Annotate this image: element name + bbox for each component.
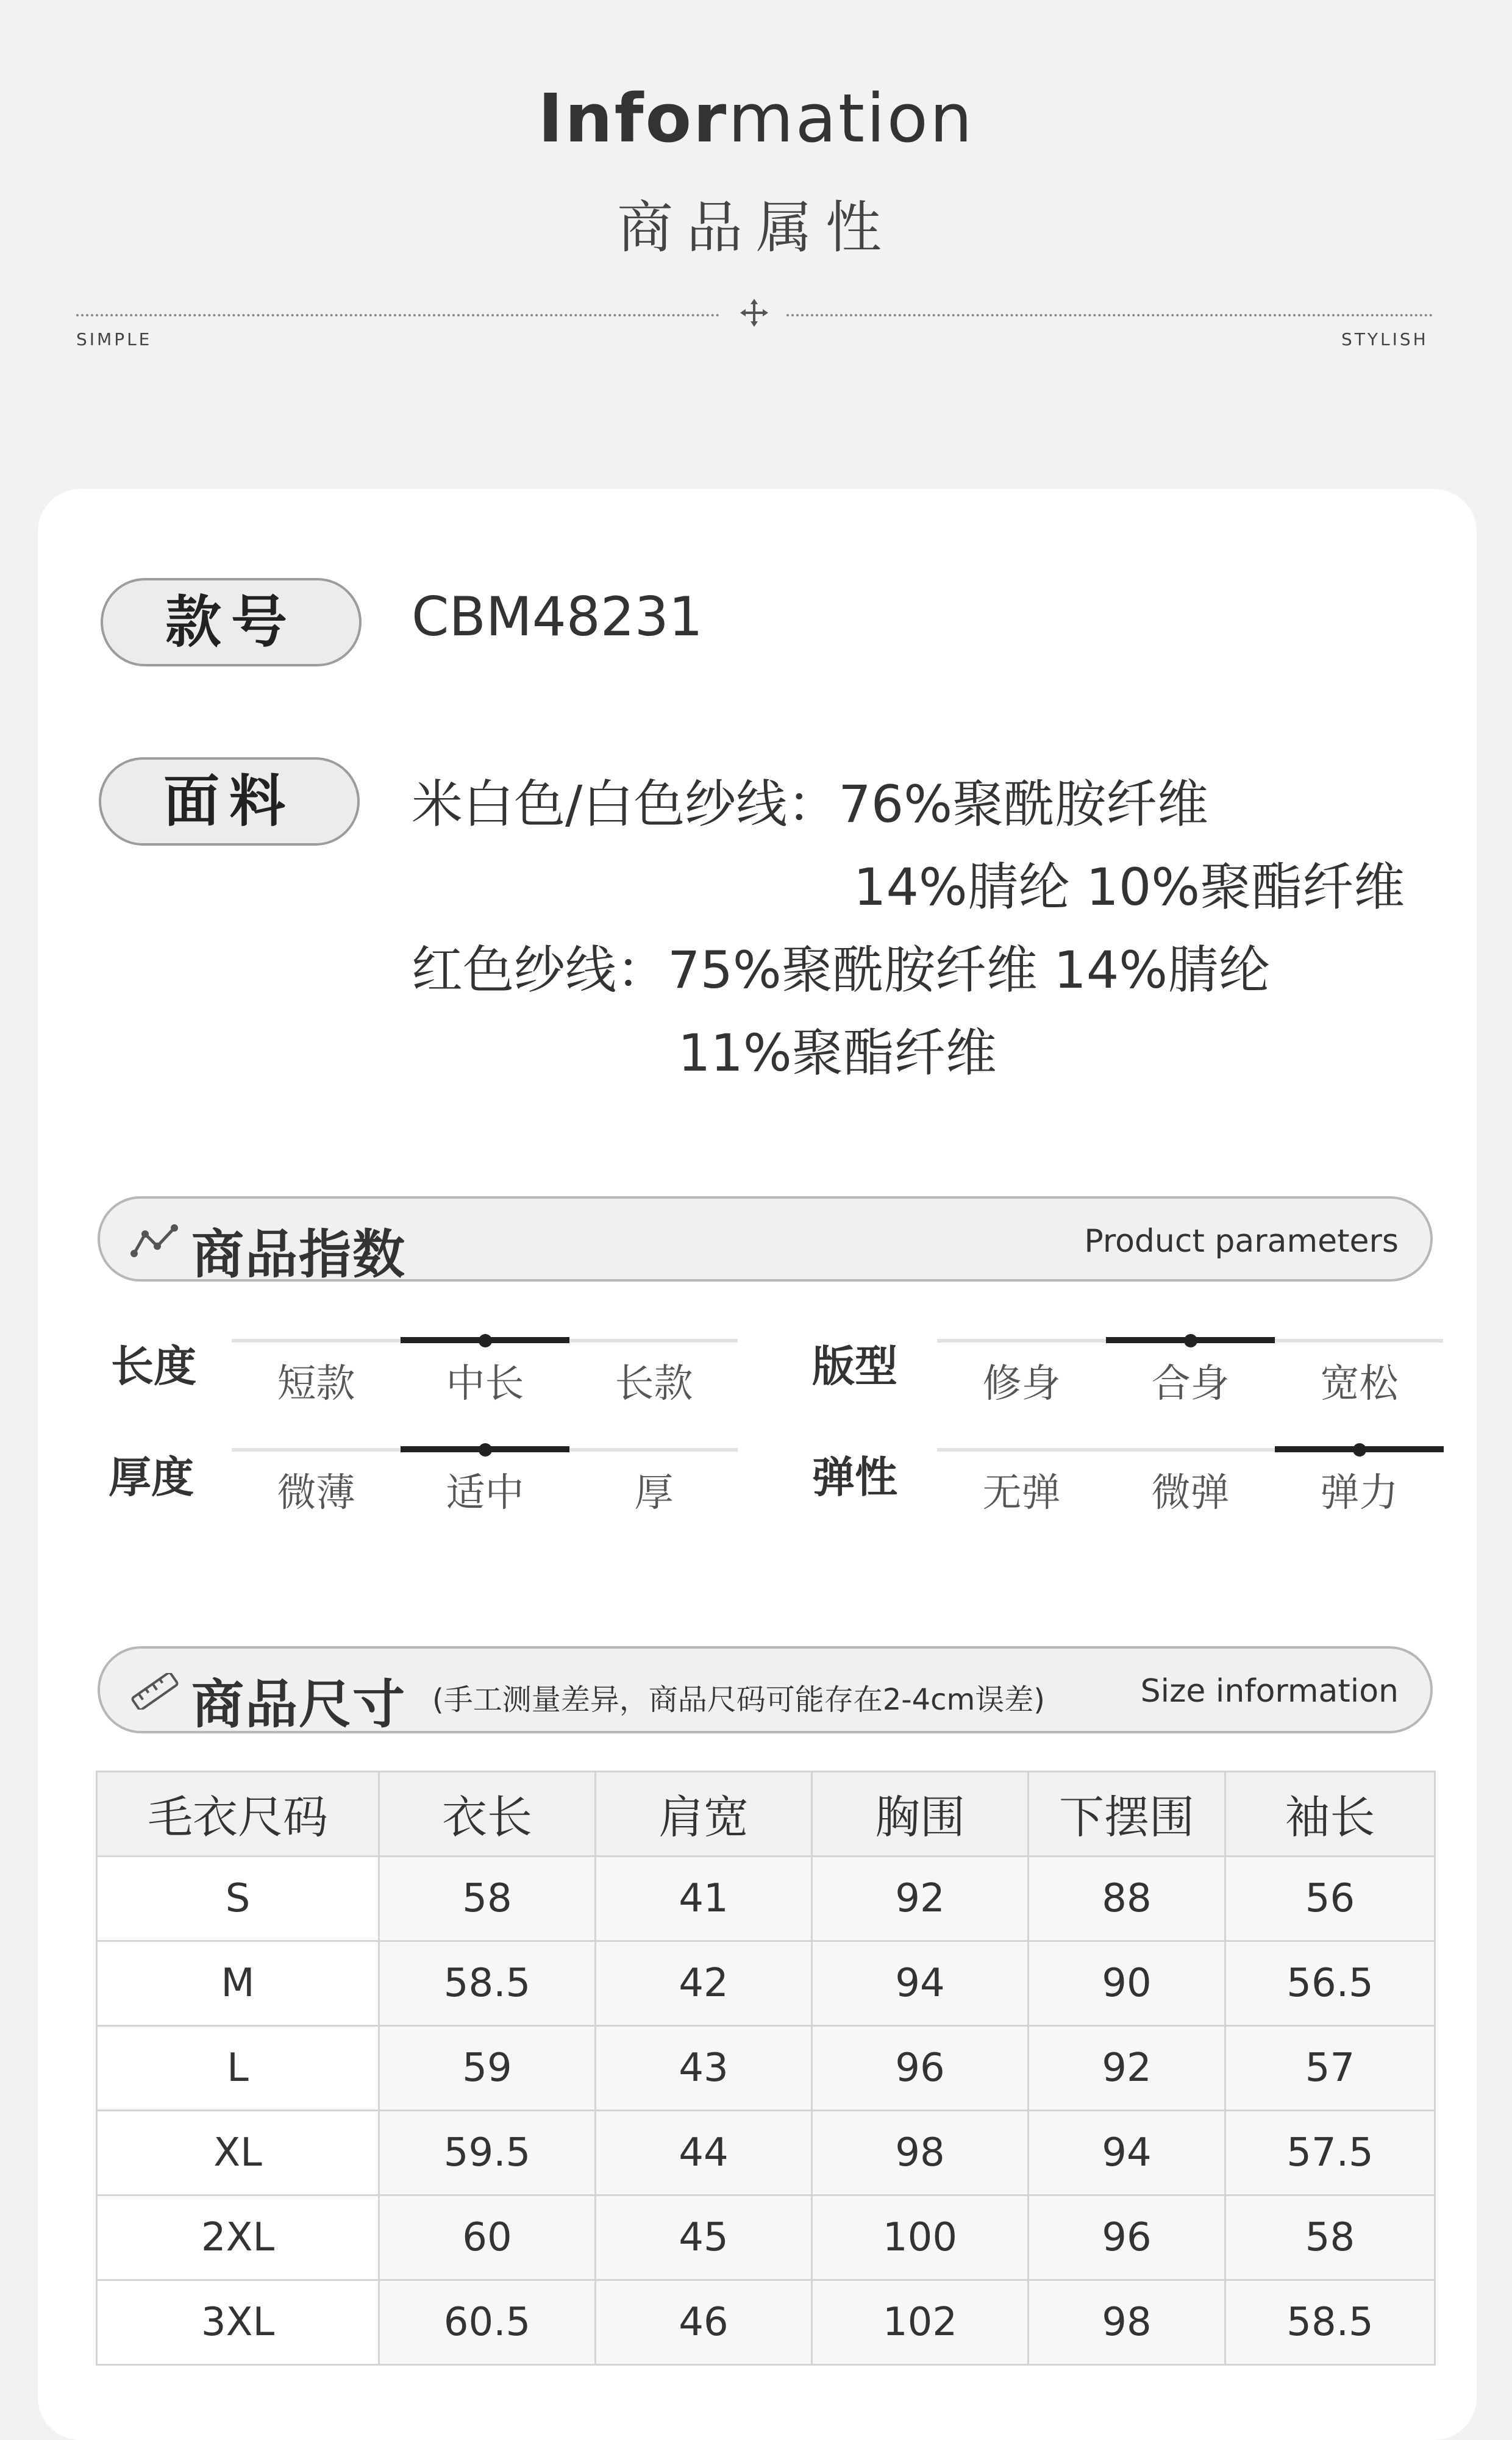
table-cell: 57.5 (1225, 2111, 1435, 2196)
fabric-line: 米白色/白色纱线：76%聚酰胺纤维 (412, 774, 1209, 834)
scale-option: 修身 (982, 1361, 1061, 1407)
table-cell: 57 (1225, 2026, 1435, 2111)
scale-option: 弹力 (1320, 1471, 1399, 1516)
table-cell: 98 (1029, 2280, 1225, 2365)
style-number-value: CBM48231 (412, 585, 703, 648)
table-cell: 94 (812, 1941, 1029, 2026)
fabric-line: 11%聚酯纤维 (678, 1023, 997, 1083)
dotted-divider-right (786, 314, 1433, 316)
table-cell: 88 (1029, 1857, 1225, 1941)
page-subtitle: 商品属性 (616, 195, 895, 260)
table-cell: 46 (596, 2280, 812, 2365)
simple-tag: SIMPLE (76, 329, 152, 349)
scale-option: 微弹 (1151, 1471, 1230, 1516)
column-header: 胸围 (812, 1772, 1029, 1857)
scale-option: 适中 (446, 1471, 524, 1516)
table-cell: 43 (596, 2026, 812, 2111)
table-cell: S (97, 1857, 379, 1941)
scale-marker (1353, 1443, 1366, 1457)
fabric-label: 面料 (99, 757, 360, 846)
table-row (97, 2026, 1435, 2111)
scale-option: 厚 (634, 1471, 674, 1516)
page-title (0, 79, 1512, 157)
length-label: 长度 (111, 1341, 196, 1391)
table-cell: 92 (812, 1857, 1029, 1941)
table-cell: L (97, 2026, 379, 2111)
table-cell: 60.5 (379, 2280, 596, 2365)
title-bold-part: Infor (538, 79, 729, 157)
stylish-tag: STYLISH (1341, 329, 1428, 349)
size-table (96, 1771, 1436, 2366)
thickness-scale (232, 1448, 738, 1570)
scale-marker (479, 1443, 492, 1457)
table-row (97, 2196, 1435, 2280)
table-cell: 3XL (97, 2280, 379, 2365)
elasticity-label: 弹性 (812, 1452, 897, 1502)
four-arrow-ornament-icon (739, 298, 769, 328)
table-cell: 59.5 (379, 2111, 596, 2196)
table-row (97, 1941, 1435, 2026)
table-cell: 102 (812, 2280, 1029, 2365)
product-parameters-title: 商品指数 (191, 1224, 406, 1285)
table-cell: 94 (1029, 2111, 1225, 2196)
column-header: 肩宽 (596, 1772, 812, 1857)
product-size-title: 商品尺寸 (191, 1674, 406, 1735)
table-cell: 42 (596, 1941, 812, 2026)
product-parameters-header (98, 1196, 1433, 1285)
column-header: 毛衣尺码 (97, 1772, 379, 1857)
column-header: 下摆围 (1029, 1772, 1225, 1857)
fit-scale (937, 1339, 1443, 1461)
scale-option: 长款 (615, 1361, 693, 1407)
table-cell: M (97, 1941, 379, 2026)
table-cell: 58 (379, 1857, 596, 1941)
size-information-english: Size information (1140, 1673, 1399, 1710)
table-cell: 56 (1225, 1857, 1435, 1941)
style-number-label: 款号 (101, 578, 362, 666)
column-header: 衣长 (379, 1772, 596, 1857)
scale-marker (479, 1334, 492, 1347)
product-size-header (98, 1646, 1433, 1733)
table-cell: 90 (1029, 1941, 1225, 2026)
scale-option: 短款 (277, 1361, 355, 1407)
table-cell: 2XL (97, 2196, 379, 2280)
table-cell: 45 (596, 2196, 812, 2280)
scale-option: 无弹 (982, 1471, 1061, 1516)
fabric-line: 14%腈纶 10%聚酯纤维 (854, 857, 1405, 917)
table-cell: 58.5 (379, 1941, 596, 2026)
table-cell: 100 (812, 2196, 1029, 2280)
table-cell: 96 (812, 2026, 1029, 2111)
table-cell: 58.5 (1225, 2280, 1435, 2365)
table-header-row (97, 1772, 1435, 1857)
scale-option: 宽松 (1320, 1361, 1399, 1407)
table-cell: 96 (1029, 2196, 1225, 2280)
table-row (97, 1857, 1435, 1941)
scale-option: 合身 (1151, 1361, 1230, 1407)
scale-option: 微薄 (277, 1471, 355, 1516)
table-row (97, 2280, 1435, 2365)
ruler-icon (130, 1673, 179, 1710)
table-cell: 59 (379, 2026, 596, 2111)
column-header: 袖长 (1225, 1772, 1435, 1857)
dotted-divider-left (76, 314, 719, 316)
elasticity-scale (937, 1448, 1443, 1570)
measurement-note: (手工测量差异，商品尺码可能存在2-4cm误差) (432, 1683, 1046, 1717)
table-cell: 92 (1029, 2026, 1225, 2111)
fabric-line: 红色纱线：75%聚酰胺纤维 14%腈纶 (412, 940, 1271, 1000)
scale-option: 中长 (446, 1361, 524, 1407)
thickness-label: 厚度 (109, 1452, 194, 1502)
table-cell: 58 (1225, 2196, 1435, 2280)
table-cell: 56.5 (1225, 1941, 1435, 2026)
table-row (97, 2111, 1435, 2196)
scale-marker (1184, 1334, 1197, 1347)
table-cell: 41 (596, 1857, 812, 1941)
table-cell: 98 (812, 2111, 1029, 2196)
fit-label: 版型 (812, 1341, 897, 1391)
table-cell: XL (97, 2111, 379, 2196)
product-parameters-english: Product parameters (1084, 1223, 1399, 1260)
table-cell: 60 (379, 2196, 596, 2280)
table-cell: 44 (596, 2111, 812, 2196)
trend-line-icon (130, 1223, 179, 1260)
length-scale (232, 1339, 738, 1461)
title-light-part: mation (728, 79, 974, 157)
